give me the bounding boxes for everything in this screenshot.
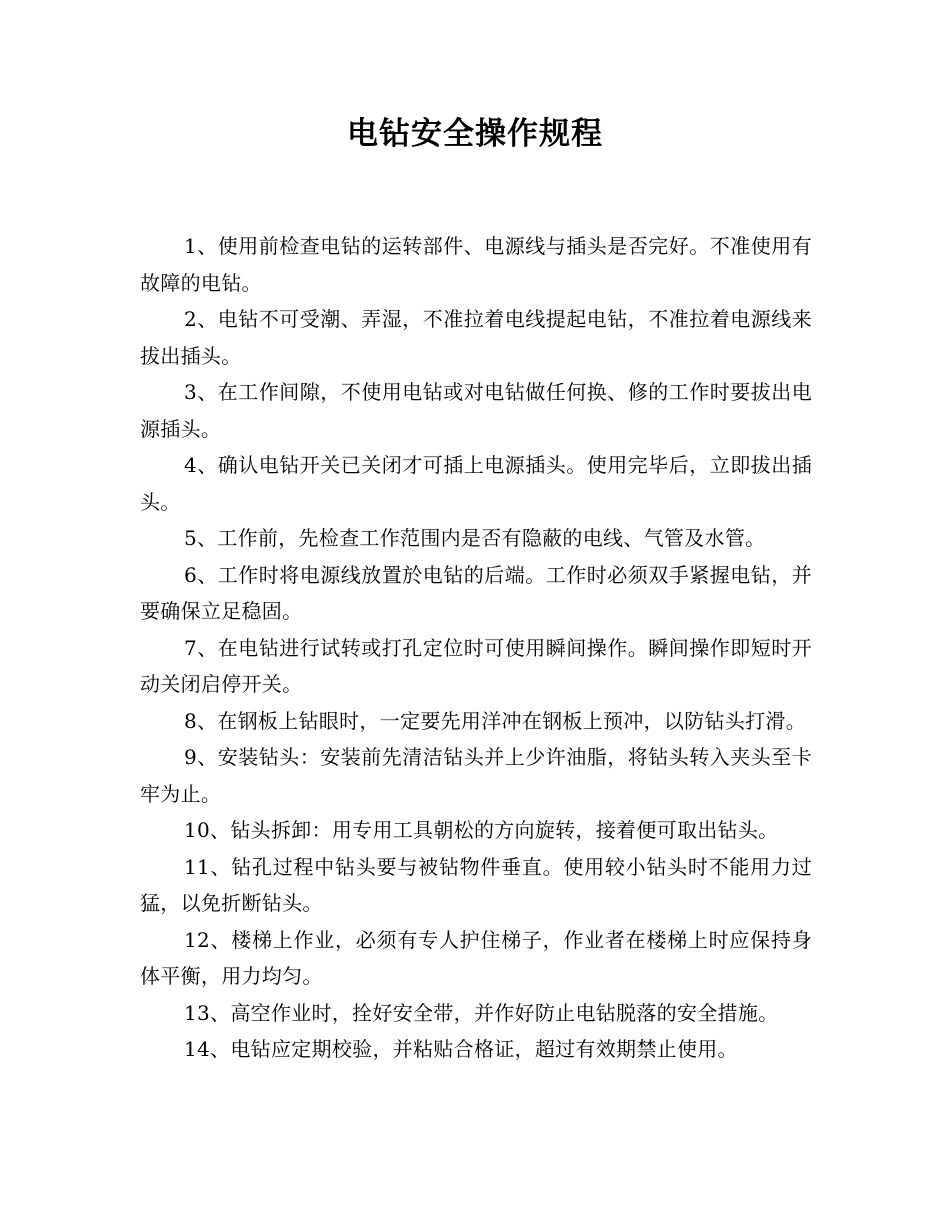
rule-paragraph-3: 3、在工作间隙，不使用电钻或对电钻做任何换、修的工作时要拔出电源插头。 <box>140 380 812 441</box>
rule-paragraph-8: 8、在钢板上钻眼时，一定要先用洋冲在钢板上预冲，以防钻头打滑。 <box>184 708 807 733</box>
rule-paragraph-9: 9、安装钻头：安装前先清洁钻头并上少许油脂，将钻头转入夹头至卡牢为止。 <box>140 745 812 806</box>
rule-paragraph-12: 12、楼梯上作业，必须有专人护住梯子，作业者在楼梯上时应保持身体平衡，用力均匀。 <box>140 927 812 988</box>
rule-paragraph-1: 1、使用前检查电钻的运转部件、电源线与插头是否完好。不准使用有故障的电钻。 <box>140 234 812 295</box>
rule-paragraph-7: 7、在电钻进行试转或打孔定位时可使用瞬间操作。瞬间操作即短时开动关闭启停开关。 <box>140 635 812 696</box>
rule-paragraph-14: 14、电钻应定期校验，并粘贴合格证，超过有效期禁止使用。 <box>184 1037 738 1061</box>
rule-paragraph-13: 13、高空作业时，拴好安全带，并作好防止电钻脱落的安全措施。 <box>184 1000 779 1025</box>
rule-paragraph-11: 11、钻孔过程中钻头要与被钻物件垂直。使用较小钻头时不能用力过猛，以免折断钻头。 <box>140 854 812 915</box>
rule-paragraph-5: 5、工作前，先检查工作范围内是否有隐蔽的电线、气管及水管。 <box>184 526 766 550</box>
rule-paragraph-10: 10、钻头拆卸：用专用工具朝松的方向旋转，接着便可取出钻头。 <box>184 818 779 842</box>
document-body <box>140 228 812 1068</box>
rule-paragraph-6: 6、工作时将电源线放置於电钻的后端。工作时必须双手紧握电钻，并要确保立足稳固。 <box>140 562 812 623</box>
rule-paragraph-4: 4、确认电钻开关已关闭才可插上电源插头。使用完毕后，立即拔出插头。 <box>140 453 812 514</box>
rule-paragraph-2: 2、电钻不可受潮、弄湿，不准拉着电线提起电钻，不准拉着电源线来拔出插头。 <box>140 307 812 368</box>
document-title: 电钻安全操作规程 <box>347 116 603 152</box>
